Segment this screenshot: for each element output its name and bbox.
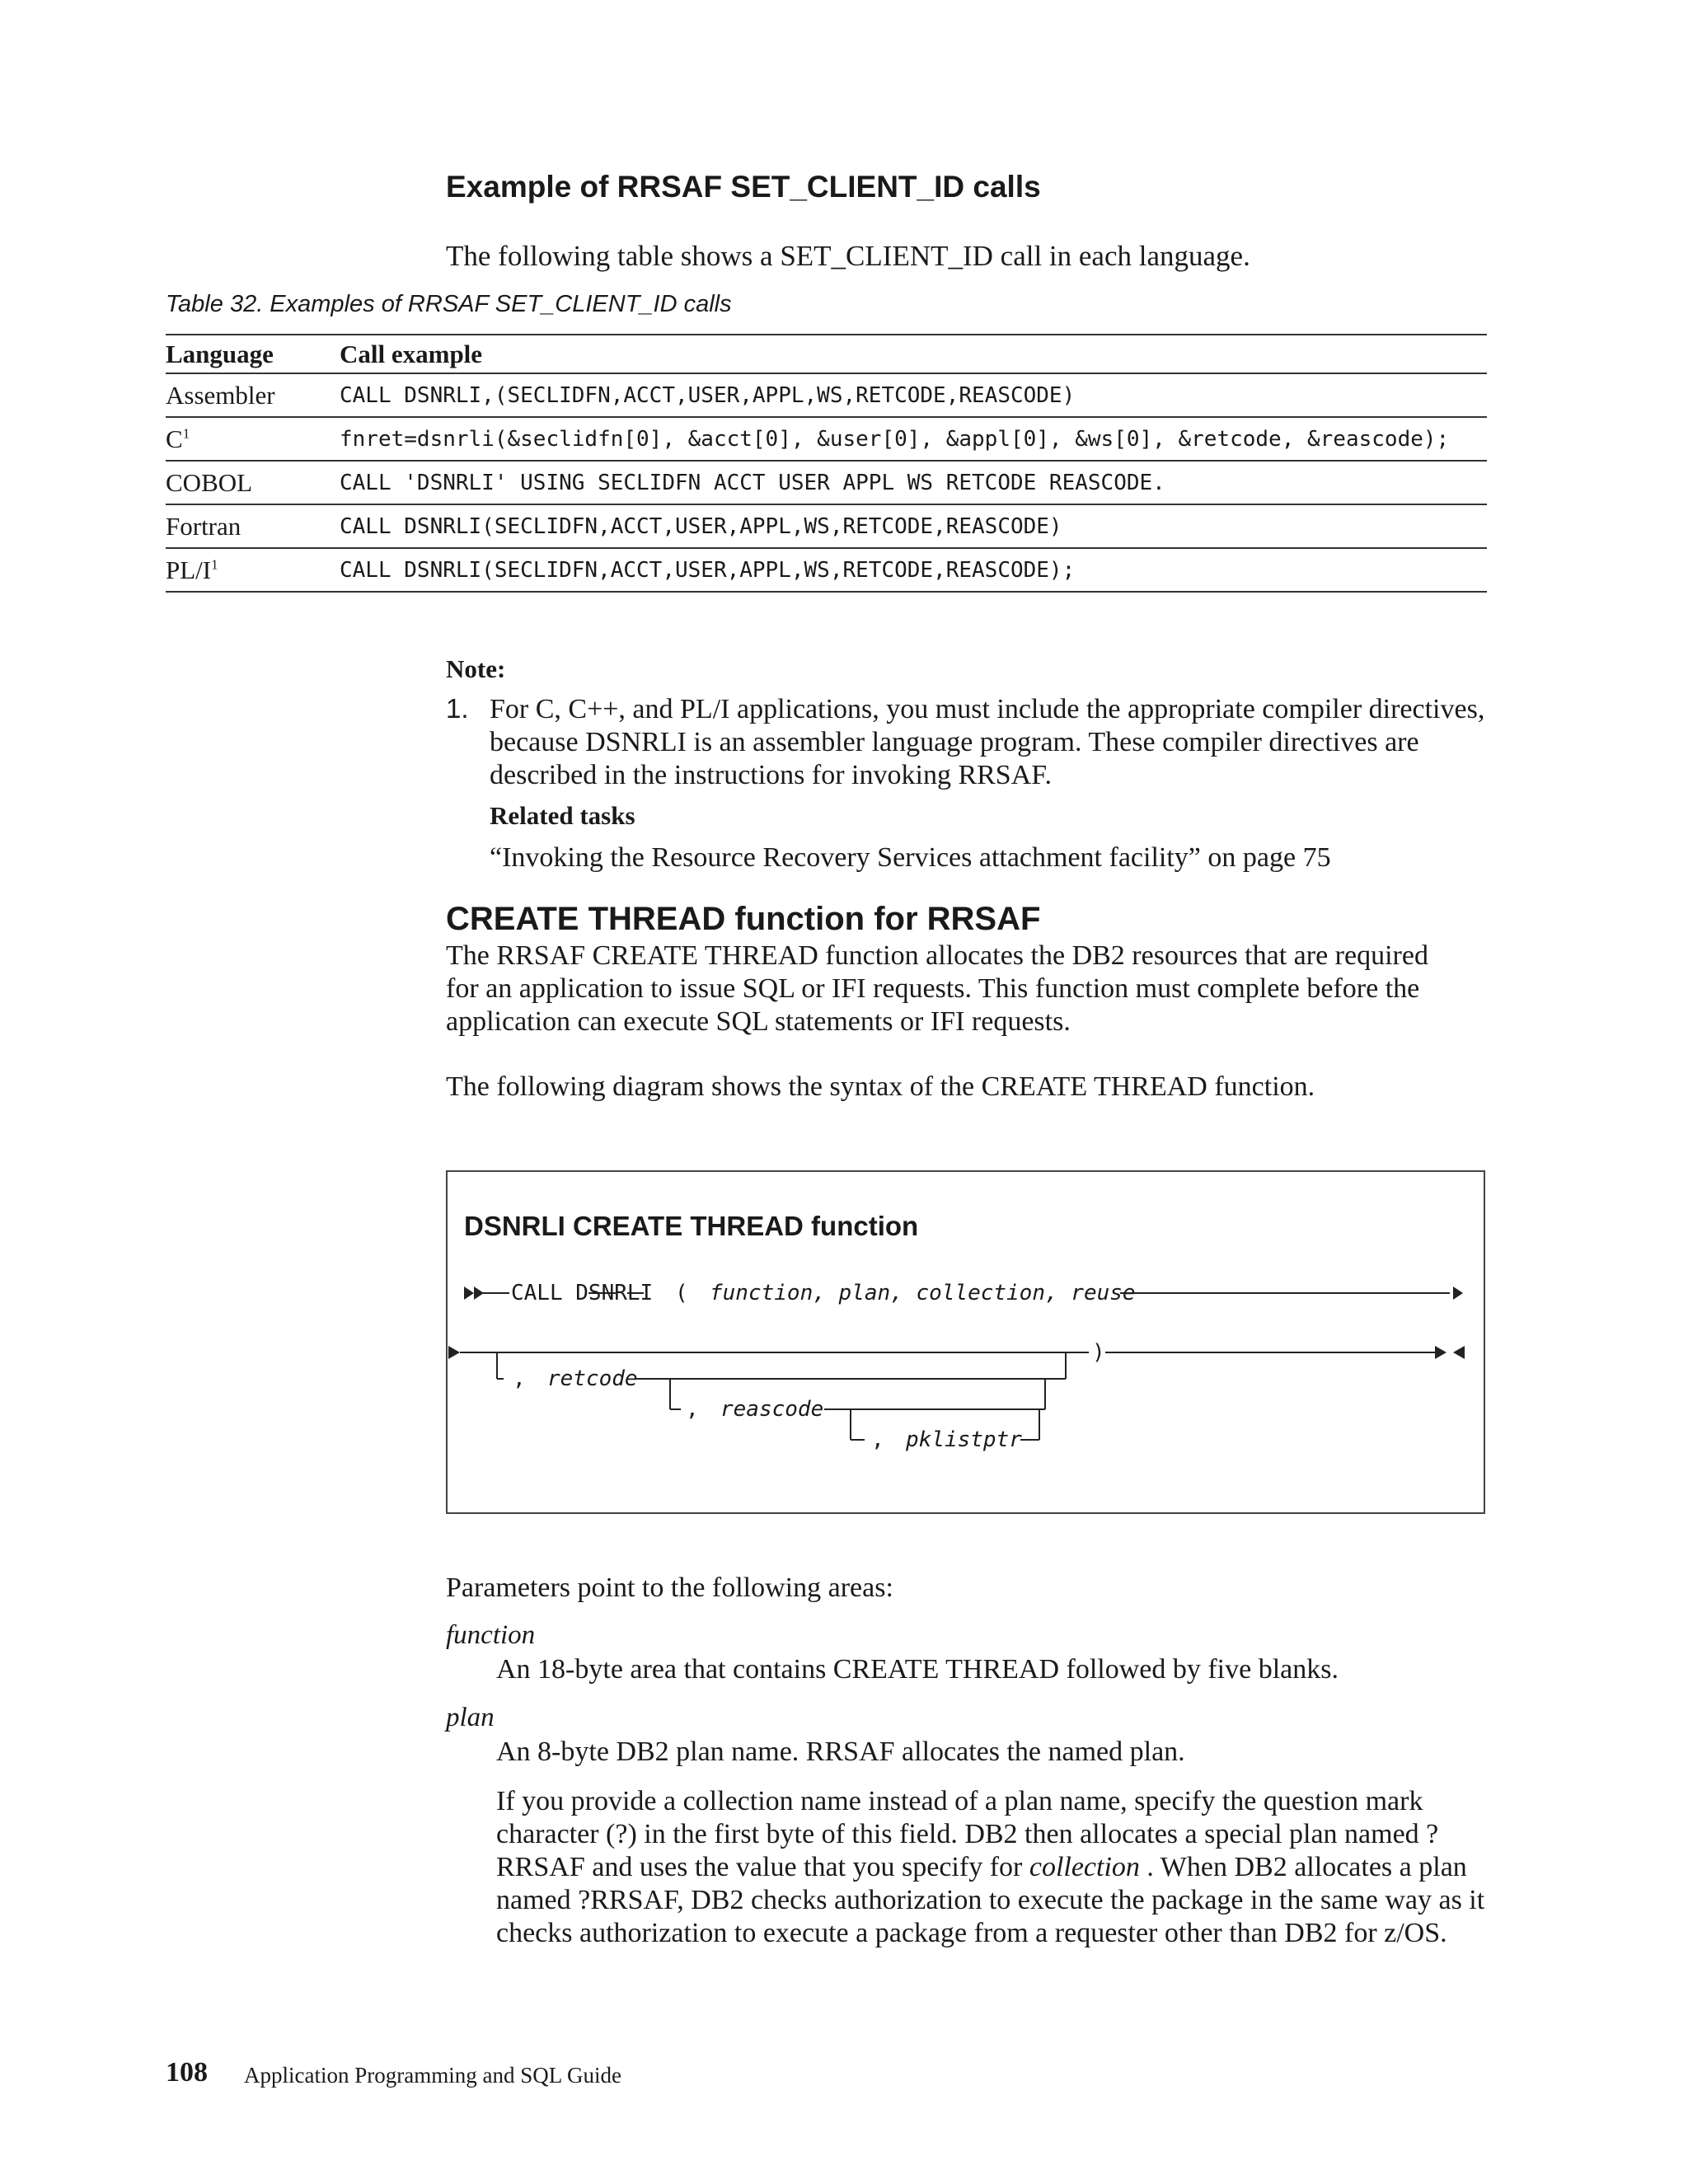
start-arrow-icon: [464, 1286, 474, 1300]
table-header-row: [166, 335, 1487, 373]
syntax-call-dsnrli: CALL DSNRLI: [511, 1281, 654, 1305]
code-cell: CALL DSNRLI(SECLIDFN,ACCT,USER,APPL,WS,RETCODE,REASCODE): [340, 513, 1062, 539]
language-cell: $C^1$: [166, 424, 190, 453]
syntax-params: function, plan, collection, reuse: [710, 1281, 1136, 1305]
create-thread-diagram-intro: The following diagram shows the syntax of the CREATE THREAD function.: [446, 1071, 1315, 1102]
create-thread-description: The RRSAF CREATE THREAD function allocates the DB2 resources that are required for an application to issue SQL or IFI requests. This function must complete before the application can execute SQL statements or IFI requests.: [446, 940, 1428, 1037]
table-row: [166, 461, 1487, 504]
language-cell: $PL/I^1$: [166, 555, 218, 584]
param-function-term: function: [446, 1620, 536, 1650]
param-plan-description: An 8-byte DB2 plan name. RRSAF allocates the named plan.: [496, 1736, 1185, 1767]
syntax-diagram: [446, 1170, 1485, 1514]
code-cell: CALL DSNRLI,(SECLIDFN,ACCT,USER,APPL,WS,RETCODE,REASCODE): [340, 382, 1076, 408]
syntax-comma: ,: [871, 1427, 884, 1452]
start-arrow-icon: [474, 1286, 484, 1300]
note-label: Note:: [446, 654, 506, 683]
related-tasks-heading: Related tasks: [490, 801, 635, 830]
syntax-retcode: retcode: [547, 1366, 638, 1391]
column-header-language: Language: [166, 339, 274, 368]
language-cell: COBOL: [166, 467, 253, 497]
book-title: Application Programming and SQL Guide: [244, 2063, 621, 2088]
note-text: For C, C++, and PL/I applications, you must include the appropriate compiler directives, because DSNRLI is an assembler language program. These compiler directives are described in the instructions for invoking RRSAF.: [490, 694, 1485, 790]
param-plan-details: If you provide a collection name instead of a plan name, specify the question mark character (?) in the first byte of this field. DB2 then allocates a special plan named ?RRSAF and uses the value that you specify for collection . When DB2 allocates a plan named ?RRSAF, DB2 checks authorization to execute the package in the same way as it checks authorization to execute a package from a requester other than DB2 for z/OS.: [496, 1786, 1485, 1948]
code-cell: fnret=dsnrli(&seclidfn[0], &acct[0], &user[0], &appl[0], &ws[0], &retcode, &reascode);: [340, 426, 1450, 452]
table-row: [166, 373, 1487, 417]
syntax-pklistptr: pklistptr: [906, 1427, 1022, 1452]
related-task-link[interactable]: “Invoking the Resource Recovery Services attachment facility” on page 75: [490, 842, 1331, 873]
table-row: [166, 417, 1487, 461]
code-cell: CALL 'DSNRLI' USING SECLIDFN ACCT USER APPL WS RETCODE REASCODE.: [340, 470, 1165, 495]
syntax-diagram-title: DSNRLI CREATE THREAD function: [464, 1211, 919, 1241]
create-thread-title: CREATE THREAD function for RRSAF: [446, 901, 1041, 937]
param-plan-term: plan: [446, 1703, 495, 1732]
calls-table: [166, 334, 1487, 593]
footnote-ref: 1: [182, 425, 190, 442]
syntax-open-paren: (: [675, 1281, 688, 1305]
param-function-description: An 18-byte area that contains CREATE THREAD followed by five blanks.: [496, 1654, 1339, 1685]
continue-arrow-icon: [1453, 1286, 1463, 1300]
page-number: 108: [166, 2057, 208, 2088]
section-title: Example of RRSAF SET_CLIENT_ID calls: [446, 170, 1041, 204]
parameters-intro: Parameters point to the following areas:: [446, 1572, 893, 1603]
syntax-close-paren: ): [1092, 1340, 1105, 1365]
syntax-comma: ,: [686, 1397, 699, 1422]
column-header-call-example: Call example: [340, 339, 483, 368]
continuation-arrow-icon: [448, 1346, 460, 1359]
language-cell: Fortran: [166, 511, 241, 541]
code-cell: CALL DSNRLI(SECLIDFN,ACCT,USER,APPL,WS,RETCODE,REASCODE);: [340, 557, 1076, 583]
end-arrow-icon: [1453, 1346, 1465, 1359]
table-row: [166, 548, 1487, 592]
section-intro: The following table shows a SET_CLIENT_ID call in each language.: [446, 240, 1250, 272]
table-caption: Table 32. Examples of RRSAF SET_CLIENT_ID calls: [166, 291, 732, 317]
table-row: [166, 504, 1487, 548]
syntax-reascode: reascode: [720, 1397, 824, 1422]
end-arrow-icon: [1435, 1346, 1447, 1359]
syntax-comma: ,: [513, 1366, 526, 1391]
note-number: 1.: [446, 693, 469, 724]
language-cell: Assembler: [166, 380, 275, 410]
collection-term: collection: [1029, 1852, 1140, 1882]
footnote-ref: 1: [211, 556, 218, 573]
